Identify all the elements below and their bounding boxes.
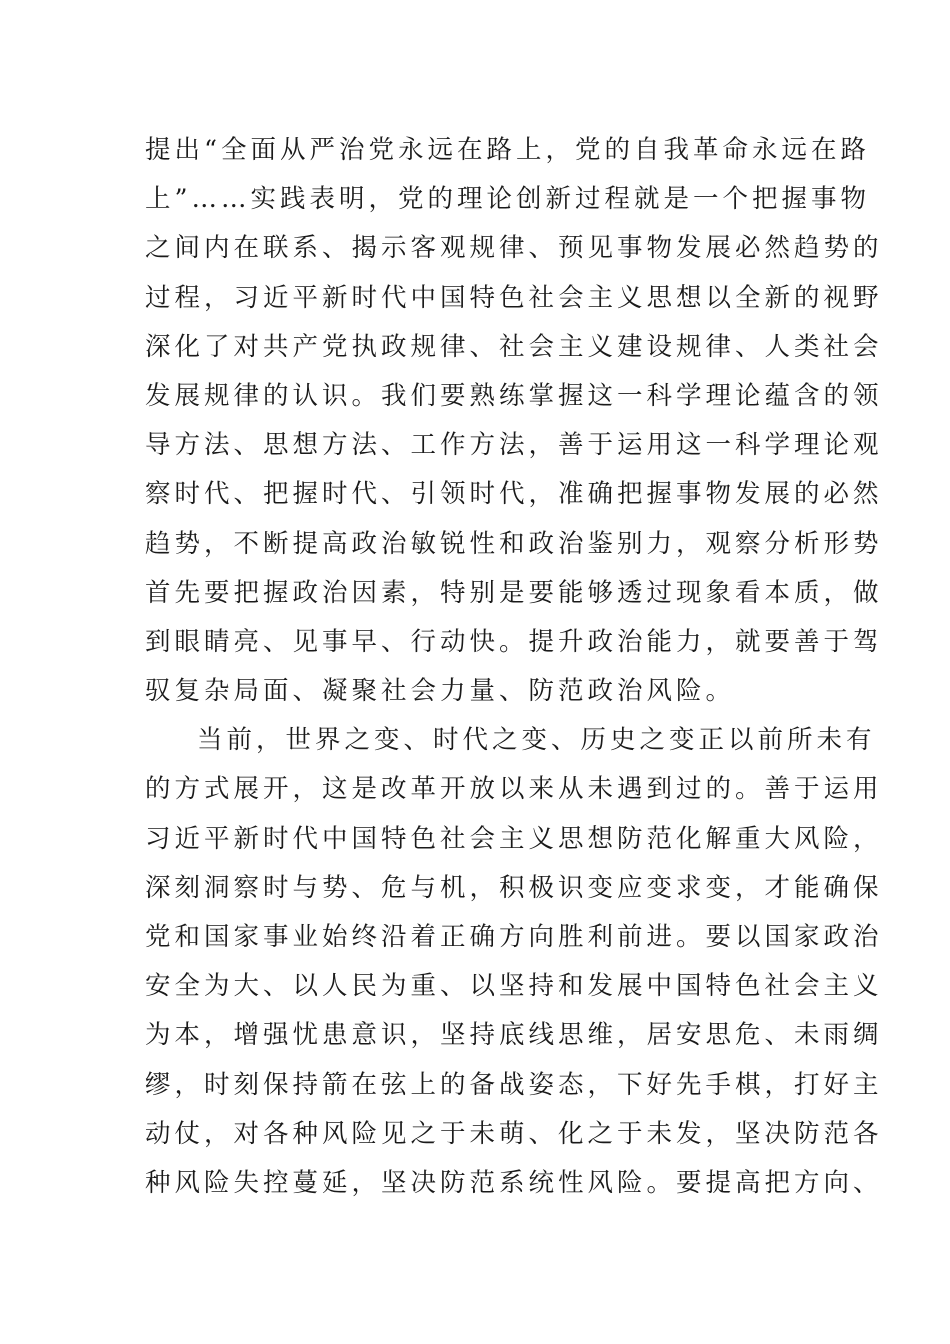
text-line: 察时代、把握时代、引领时代，准确把握事物发展的必然 bbox=[145, 479, 883, 510]
text-line: 到眼睛亮、见事早、行动快。提升政治能力，就要善于驾 bbox=[145, 626, 883, 657]
text-line-indented: 当前，世界之变、时代之变、历史之变正以前所未有 bbox=[197, 725, 876, 756]
text-line: 发展规律的认识。我们要熟练掌握这一科学理论蕴含的领 bbox=[145, 380, 883, 411]
text-line: 过程，习近平新时代中国特色社会主义思想以全新的视野 bbox=[145, 282, 883, 313]
text-line: 导方法、思想方法、工作方法，善于运用这一科学理论观 bbox=[145, 430, 883, 461]
text-line: 之间内在联系、揭示客观规律、预见事物发展必然趋势的 bbox=[145, 233, 883, 264]
text-line: 种风险失控蔓延，坚决防范系统性风险。要提高把方向、 bbox=[145, 1167, 883, 1198]
document-body bbox=[145, 126, 883, 1208]
text-line: 深化了对共产党执政规律、社会主义建设规律、人类社会 bbox=[145, 331, 883, 362]
text-line: 提出“全面从严治党永远在路上，党的自我革命永远在路 bbox=[145, 135, 871, 165]
text-line: 习近平新时代中国特色社会主义思想防范化解重大风险， bbox=[145, 823, 883, 854]
text-line: 安全为大、以人民为重、以坚持和发展中国特色社会主义 bbox=[145, 971, 883, 1002]
text-line: 动仗，对各种风险见之于未萌、化之于未发，坚决防范各 bbox=[145, 1118, 883, 1149]
text-line: 首先要把握政治因素，特别是要能够透过现象看本质，做 bbox=[145, 577, 883, 608]
text-line: 驭复杂局面、凝聚社会力量、防范政治风险。 bbox=[145, 676, 736, 707]
text-line: 缪，时刻保持箭在弦上的备战姿态，下好先手棋，打好主 bbox=[145, 1069, 883, 1100]
text-line: 趋势，不断提高政治敏锐性和政治鉴别力，观察分析形势 bbox=[145, 528, 883, 559]
text-line: 为本，增强忧患意识，坚持底线思维，居安思危、未雨绸 bbox=[145, 1020, 883, 1051]
text-line: 党和国家事业始终沿着正确方向胜利前进。要以国家政治 bbox=[145, 922, 883, 952]
paragraph-2 bbox=[145, 716, 883, 1208]
paragraph-1 bbox=[145, 126, 883, 716]
text-line: 深刻洞察时与势、危与机，积极识变应变求变，才能确保 bbox=[145, 872, 883, 903]
text-line: 的方式展开，这是改革开放以来从未遇到过的。善于运用 bbox=[145, 774, 883, 805]
text-line: 上”……实践表明，党的理论创新过程就是一个把握事物 bbox=[145, 184, 871, 215]
